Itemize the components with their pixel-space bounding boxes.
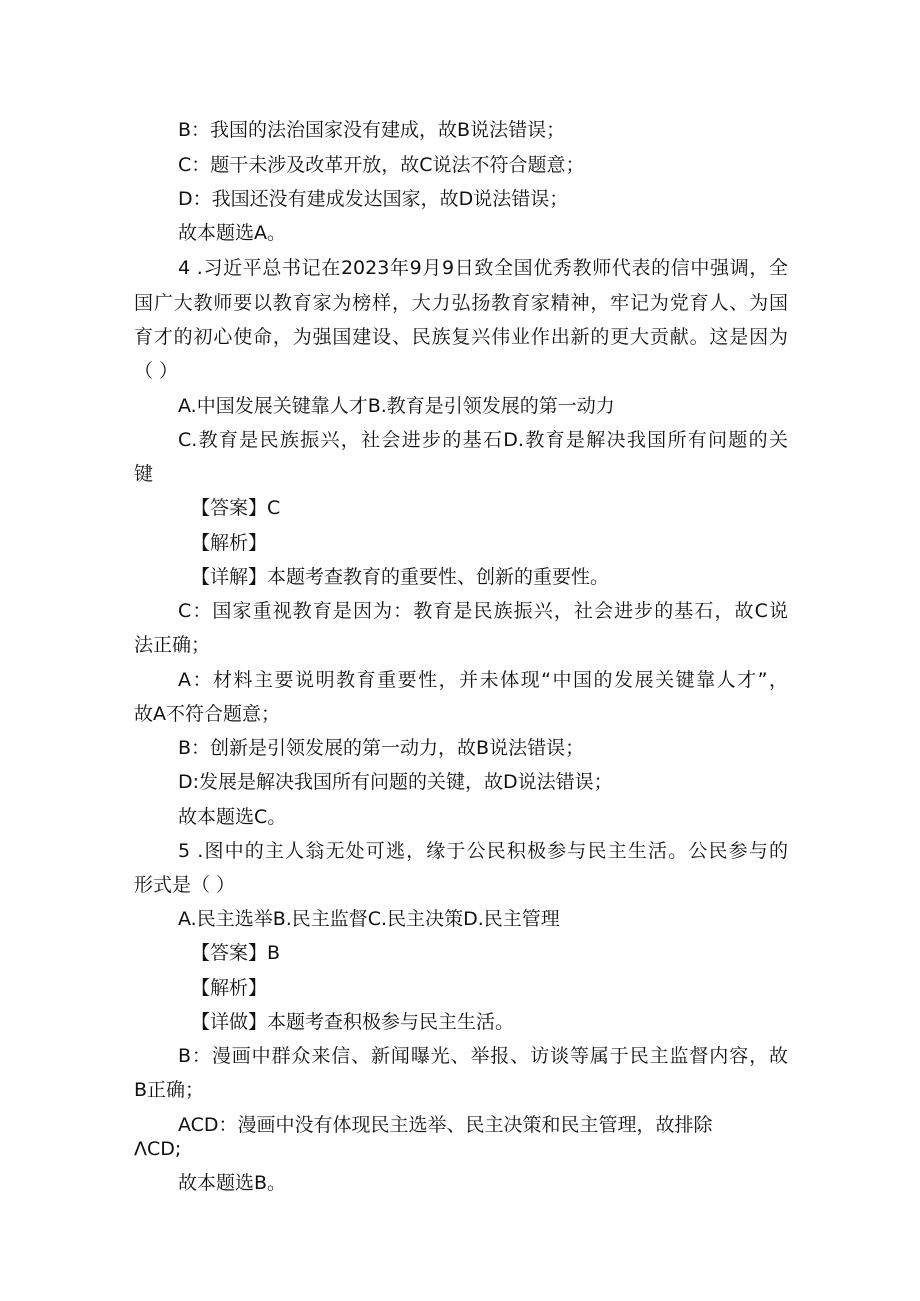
question-4-options-cd: C.教育是民族振兴，社会进步的基石D.教育是解决我国所有问题的关 (178, 429, 788, 451)
option-b-analysis: B：漫画中群众来信、新闻曝光、举报、访谈等属于民主监督内容，故 (178, 1045, 788, 1067)
question-4-options-cd-cont: 键 (134, 463, 154, 485)
question-5-options: A.民主选举B.民主监督C.民主决策D.民主管理 (178, 908, 560, 930)
question-4-stem-cont: 国广大教师要以教育家为榜样，大力弘扬教育家精神，牢记为党育人、为国 (134, 292, 788, 314)
option-a-analysis: A：材料主要说明教育重要性，并未体现“中国的发展关键靠人才”， (178, 669, 788, 691)
question-4-options-ab: A.中国发展关键靠人才B.教育是引领发展的第一动力 (178, 395, 615, 417)
question-5-stem-cont: 形式是（ ） (134, 874, 236, 896)
option-acd-analysis: ACD：漫画中没有体现民主选举、民主决策和民主管理，故排除 (178, 1114, 713, 1136)
option-b-analysis: B：我国的法治国家没有建成，故B说法错误； (178, 119, 566, 141)
answer-label: 【答案】C (191, 497, 281, 519)
detail-explanation: 【详做】本题考查积极参与民主生活。 (191, 1011, 515, 1033)
analysis-label: 【解析】 (191, 532, 268, 554)
analysis-label: 【解析】 (191, 977, 268, 999)
option-c-analysis: C：题干未涉及改革开放，故C说法不符合题意； (178, 154, 585, 176)
question-4-stem: 4 .习近平总书记在2023年9月9日致全国优秀教师代表的信中强调，全 (178, 257, 788, 279)
option-b-analysis-cont: B正确； (134, 1079, 205, 1101)
question-4-stem-cont: 育才的初心使命，为强国建设、民族复兴伟业作出新的更大贡献。这是因为 (134, 326, 788, 348)
answer-label: 【答案】B (191, 942, 281, 964)
conclusion-line: 故本题选A。 (178, 222, 286, 244)
conclusion-line: 故本题选B。 (178, 1172, 287, 1194)
option-a-analysis-cont: 故A不符合题意； (134, 703, 280, 725)
option-c-analysis-cont: 法正确； (134, 634, 211, 656)
option-d-analysis: D:发展是解决我国所有问题的关键，故D说法错误； (178, 771, 613, 793)
option-acd-analysis-cont: ΛCD; (134, 1138, 182, 1160)
option-d-analysis: D：我国还没有建成发达国家，故D说法错误； (178, 188, 569, 210)
detail-explanation: 【详解】本题考查教育的重要性、创新的重要性。 (191, 566, 610, 588)
question-4-bracket: （ ） (134, 360, 179, 382)
conclusion-line: 故本题选C。 (178, 806, 287, 828)
question-5-stem: 5 .图中的主人翁无处可逃，缘于公民积极参与民主生活。公民参与的 (178, 840, 788, 862)
option-b-analysis: B：创新是引领发展的第一动力，故B说法错误； (178, 737, 585, 759)
option-c-analysis: C：国家重视教育是因为：教育是民族振兴，社会进步的基石，故C说 (178, 600, 788, 622)
